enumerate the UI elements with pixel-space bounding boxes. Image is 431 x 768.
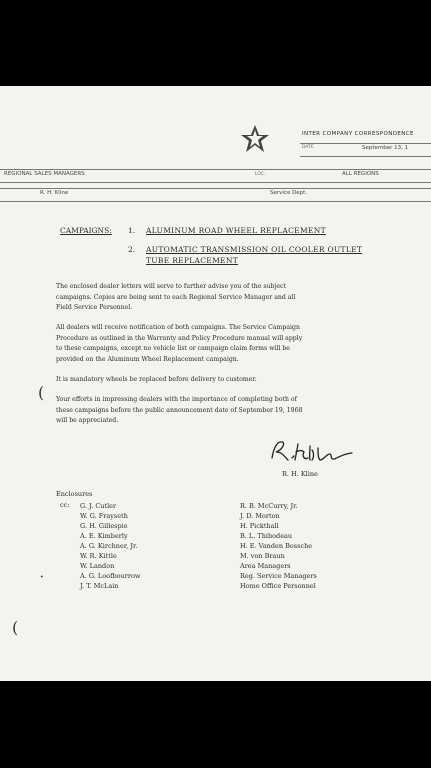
list-item: A. E. Kimberly [80, 532, 128, 540]
dot-mark: • [40, 574, 44, 581]
list-item: M. von Braun [240, 552, 285, 560]
text-line: to these campaigns, except no vehicle list or campaign claim forms will be [56, 345, 290, 353]
list-item: A. G. Kirchner, Jr. [80, 542, 138, 550]
paragraph-4 [56, 395, 396, 427]
text-line: will be appreciated. [56, 417, 119, 425]
paragraph-3 [56, 375, 396, 386]
text-line: campaigns. Copies are being sent to each Regional Service Manager and all [56, 293, 296, 301]
campaigns-label: CAMPAIGNS: [60, 226, 112, 235]
campaign-1-number: 1. [128, 226, 136, 235]
list-item: R. B. McCurry, Jr. [240, 502, 298, 510]
list-item: Reg. Service Managers [240, 572, 317, 580]
memo-to: REGIONAL SALES MANAGERS [4, 171, 85, 177]
cc-list-left [80, 501, 140, 591]
handwritten-signature-icon [268, 438, 358, 464]
text-line: The enclosed dealer letters will serve to further advise you of the subject [56, 283, 286, 290]
list-item: J. T. McLain [80, 582, 119, 590]
campaign-2-title-line1: AUTOMATIC TRANSMISSION OIL COOLER OUTLET [146, 245, 363, 254]
punch-hole-mark: ( [38, 383, 45, 402]
list-item: Home Office Personnel [240, 582, 316, 590]
text-line: All dealers will receive notification of both campaigns. The Service Campaign [56, 324, 300, 331]
paragraph-2 [56, 323, 396, 365]
list-item: W. Landon [80, 562, 115, 570]
cc-label: cc: [60, 501, 70, 509]
memo-date: September 13, 1 [362, 145, 409, 151]
memo-to-dept: ALL REGIONS [342, 171, 379, 177]
enclosures-label: Enclosures [56, 490, 93, 498]
paragraph-1 [56, 282, 396, 314]
text-line: Field Service Personnel. [56, 304, 133, 312]
list-item: B. L. Thibodeau [240, 532, 293, 540]
signatory-name: R. H. Kline [282, 470, 318, 478]
list-item: W. G. Frayseth [80, 512, 128, 520]
correspondence-title: INTER COMPANY CORRESPONDENCE [302, 131, 414, 137]
memo-from: R. H. Kline [40, 190, 69, 196]
list-item: H. E. Vanden Bossche [240, 542, 313, 550]
campaign-1-title: ALUMINUM ROAD WHEEL REPLACEMENT [146, 226, 326, 235]
cc-list-right [240, 501, 317, 591]
date-row: DATE September 13, 1 [300, 143, 431, 157]
memo-from-dept: Service Dept. [270, 190, 308, 196]
list-item: G. J. Cutler [80, 502, 117, 510]
list-item: W. R. Kittle [80, 552, 117, 560]
pentastar-logo-icon [240, 124, 270, 154]
list-item: G. H. Gillespie [80, 522, 128, 530]
to-row: REGIONAL SALES MANAGERS LOC. ALL REGIONS [0, 169, 431, 183]
campaign-2-number: 2. [128, 245, 136, 254]
list-item: A. G. Loofbourrow [80, 572, 141, 580]
text-line: these campaigns before the public announcement date of September 19, 1968 [56, 406, 303, 414]
text-line: provided on the Aluminum Wheel Replacement campaign. [56, 355, 239, 363]
text-line: It is mandatory wheels be replaced before delivery to customer. [56, 376, 257, 383]
text-line: Your efforts in impressing dealers with the importance of completing both of [56, 396, 297, 403]
list-item: Area Managers [240, 562, 291, 570]
from-row [0, 188, 431, 202]
punch-hole-mark: ( [12, 618, 19, 637]
campaign-2-title-line2: TUBE REPLACEMENT [146, 256, 238, 265]
list-item: J. D. Morton [240, 512, 280, 520]
memo-document [0, 86, 431, 681]
list-item: H. Pickthall [240, 522, 279, 530]
text-line: Procedure as outlined in the Warranty and Policy Procedure manual will apply [56, 334, 303, 342]
